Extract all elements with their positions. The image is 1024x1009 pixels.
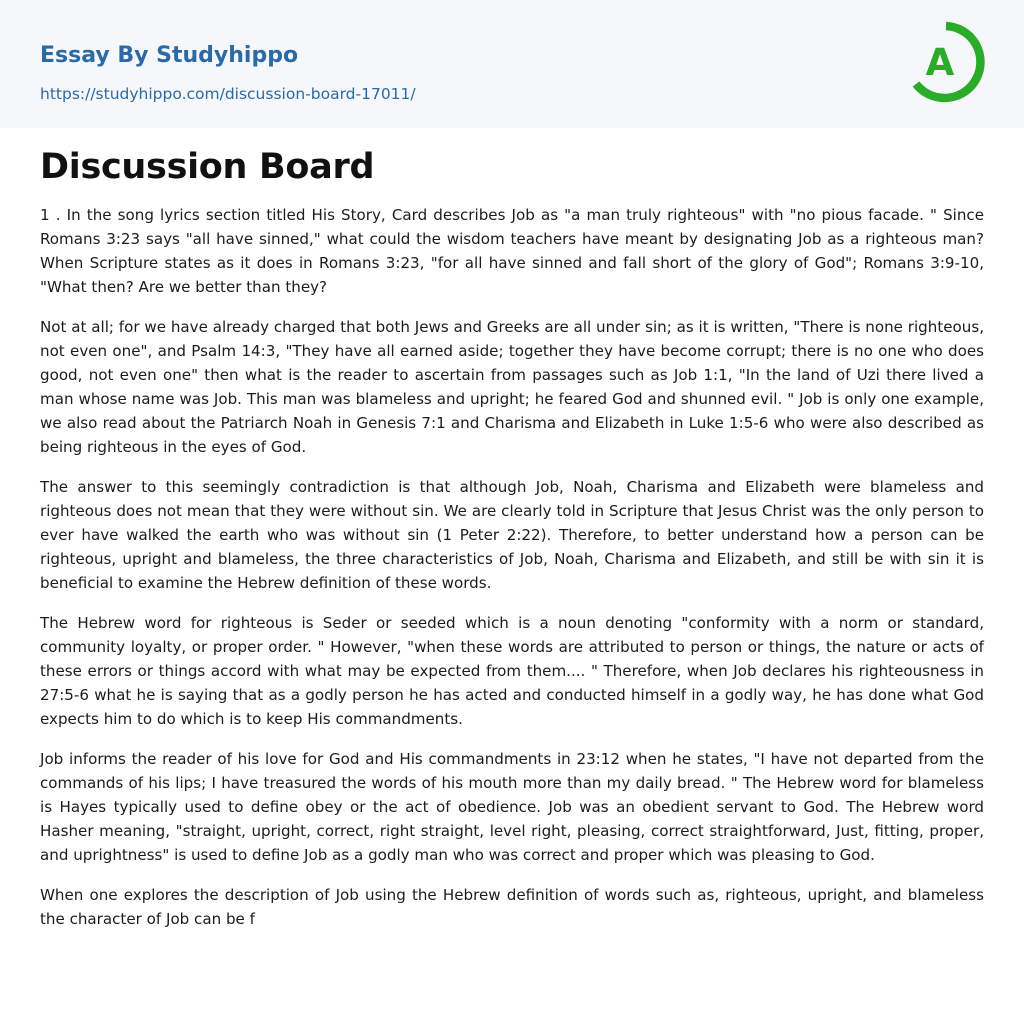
- studyhippo-logo-icon[interactable]: [907, 17, 989, 107]
- page-url-link[interactable]: https://studyhippo.com/discussion-board-17011/: [40, 85, 416, 103]
- article-paragraph: When one explores the description of Job using the Hebrew definition of words such as, righteous, upright, and blameless the character of Job can be f: [40, 886, 984, 928]
- article-paragraph: Job informs the reader of his love for God and His commandments in 23:12 when he states, "I have not departed from the commands of his lips; I have treasured the words of his mouth more than my daily bread. " The Hebrew word for blameless is Hayes typically used to define obey or the act of obedience. Job was an obedient servant to God. The Hebrew word Hasher meaning, "straight, upright, correct, right straight, level right, pleasing, correct straightforward, Just, fitting, proper, and uprightness" is used to define Job as a godly man who was correct and proper which was pleasing to God.: [40, 750, 984, 864]
- page-title: Discussion Board: [40, 147, 375, 187]
- site-header: [0, 0, 1024, 128]
- article-paragraph: Not at all; for we have already charged that both Jews and Greeks are all under sin; as it is written, "There is none righteous, not even one", and Psalm 14:3, "They have all earned aside; together they have become corrupt; there is no one who does good, not even one" then what is the reader to ascertain from passages such as Job 1:1, "In the land of Uzi there lived a man whose name was Job. This man was blameless and upright; he feared God and shunned evil. " Job is only one example, we also read about the Patriarch Noah in Genesis 7:1 and Charisma and Elizabeth in Luke 1:5-6 who were also described as being righteous in the eyes of God.: [40, 318, 984, 456]
- article-paragraph: 1 . In the song lyrics section titled His Story, Card describes Job as "a man truly righteous" with "no pious facade. " Since Romans 3:23 says "all have sinned," what could the wisdom teachers have meant by designating Job as a righteous man? When Scripture states as it does in Romans 3:23, "for all have sinned and fall short of the glory of God"; Romans 3:9-10, "What then? Are we better than they?: [40, 206, 984, 296]
- article-paragraph: The answer to this seemingly contradiction is that although Job, Noah, Charisma and Elizabeth were blameless and righteous does not mean that they were without sin. We are clearly told in Scripture that Jesus Christ was the only person to ever have walked the earth who was without sin (1 Peter 2:22). Therefore, to better understand how a person can be righteous, upright and blameless, the three characteristics of Job, Noah, Charisma and Elizabeth, and still be with sin it is beneficial to examine the Hebrew definition of these words.: [40, 478, 984, 592]
- brand-title[interactable]: Essay By Studyhippo: [40, 43, 299, 68]
- logo-letter: A: [925, 41, 955, 84]
- article-paragraph: The Hebrew word for righteous is Seder or seeded which is a noun denoting "conformity with a norm or standard, community loyalty, or proper order. " However, "when these words are attributed to person or things, the nature or acts of these errors or things accord with what may be expected from them.... " Therefore, when Job declares his righteousness in 27:5-6 what he is saying that as a godly person he has acted and conducted himself in a godly way, he has done what God expects him to do which is to keep His commandments.: [40, 614, 984, 728]
- article: [40, 140, 984, 947]
